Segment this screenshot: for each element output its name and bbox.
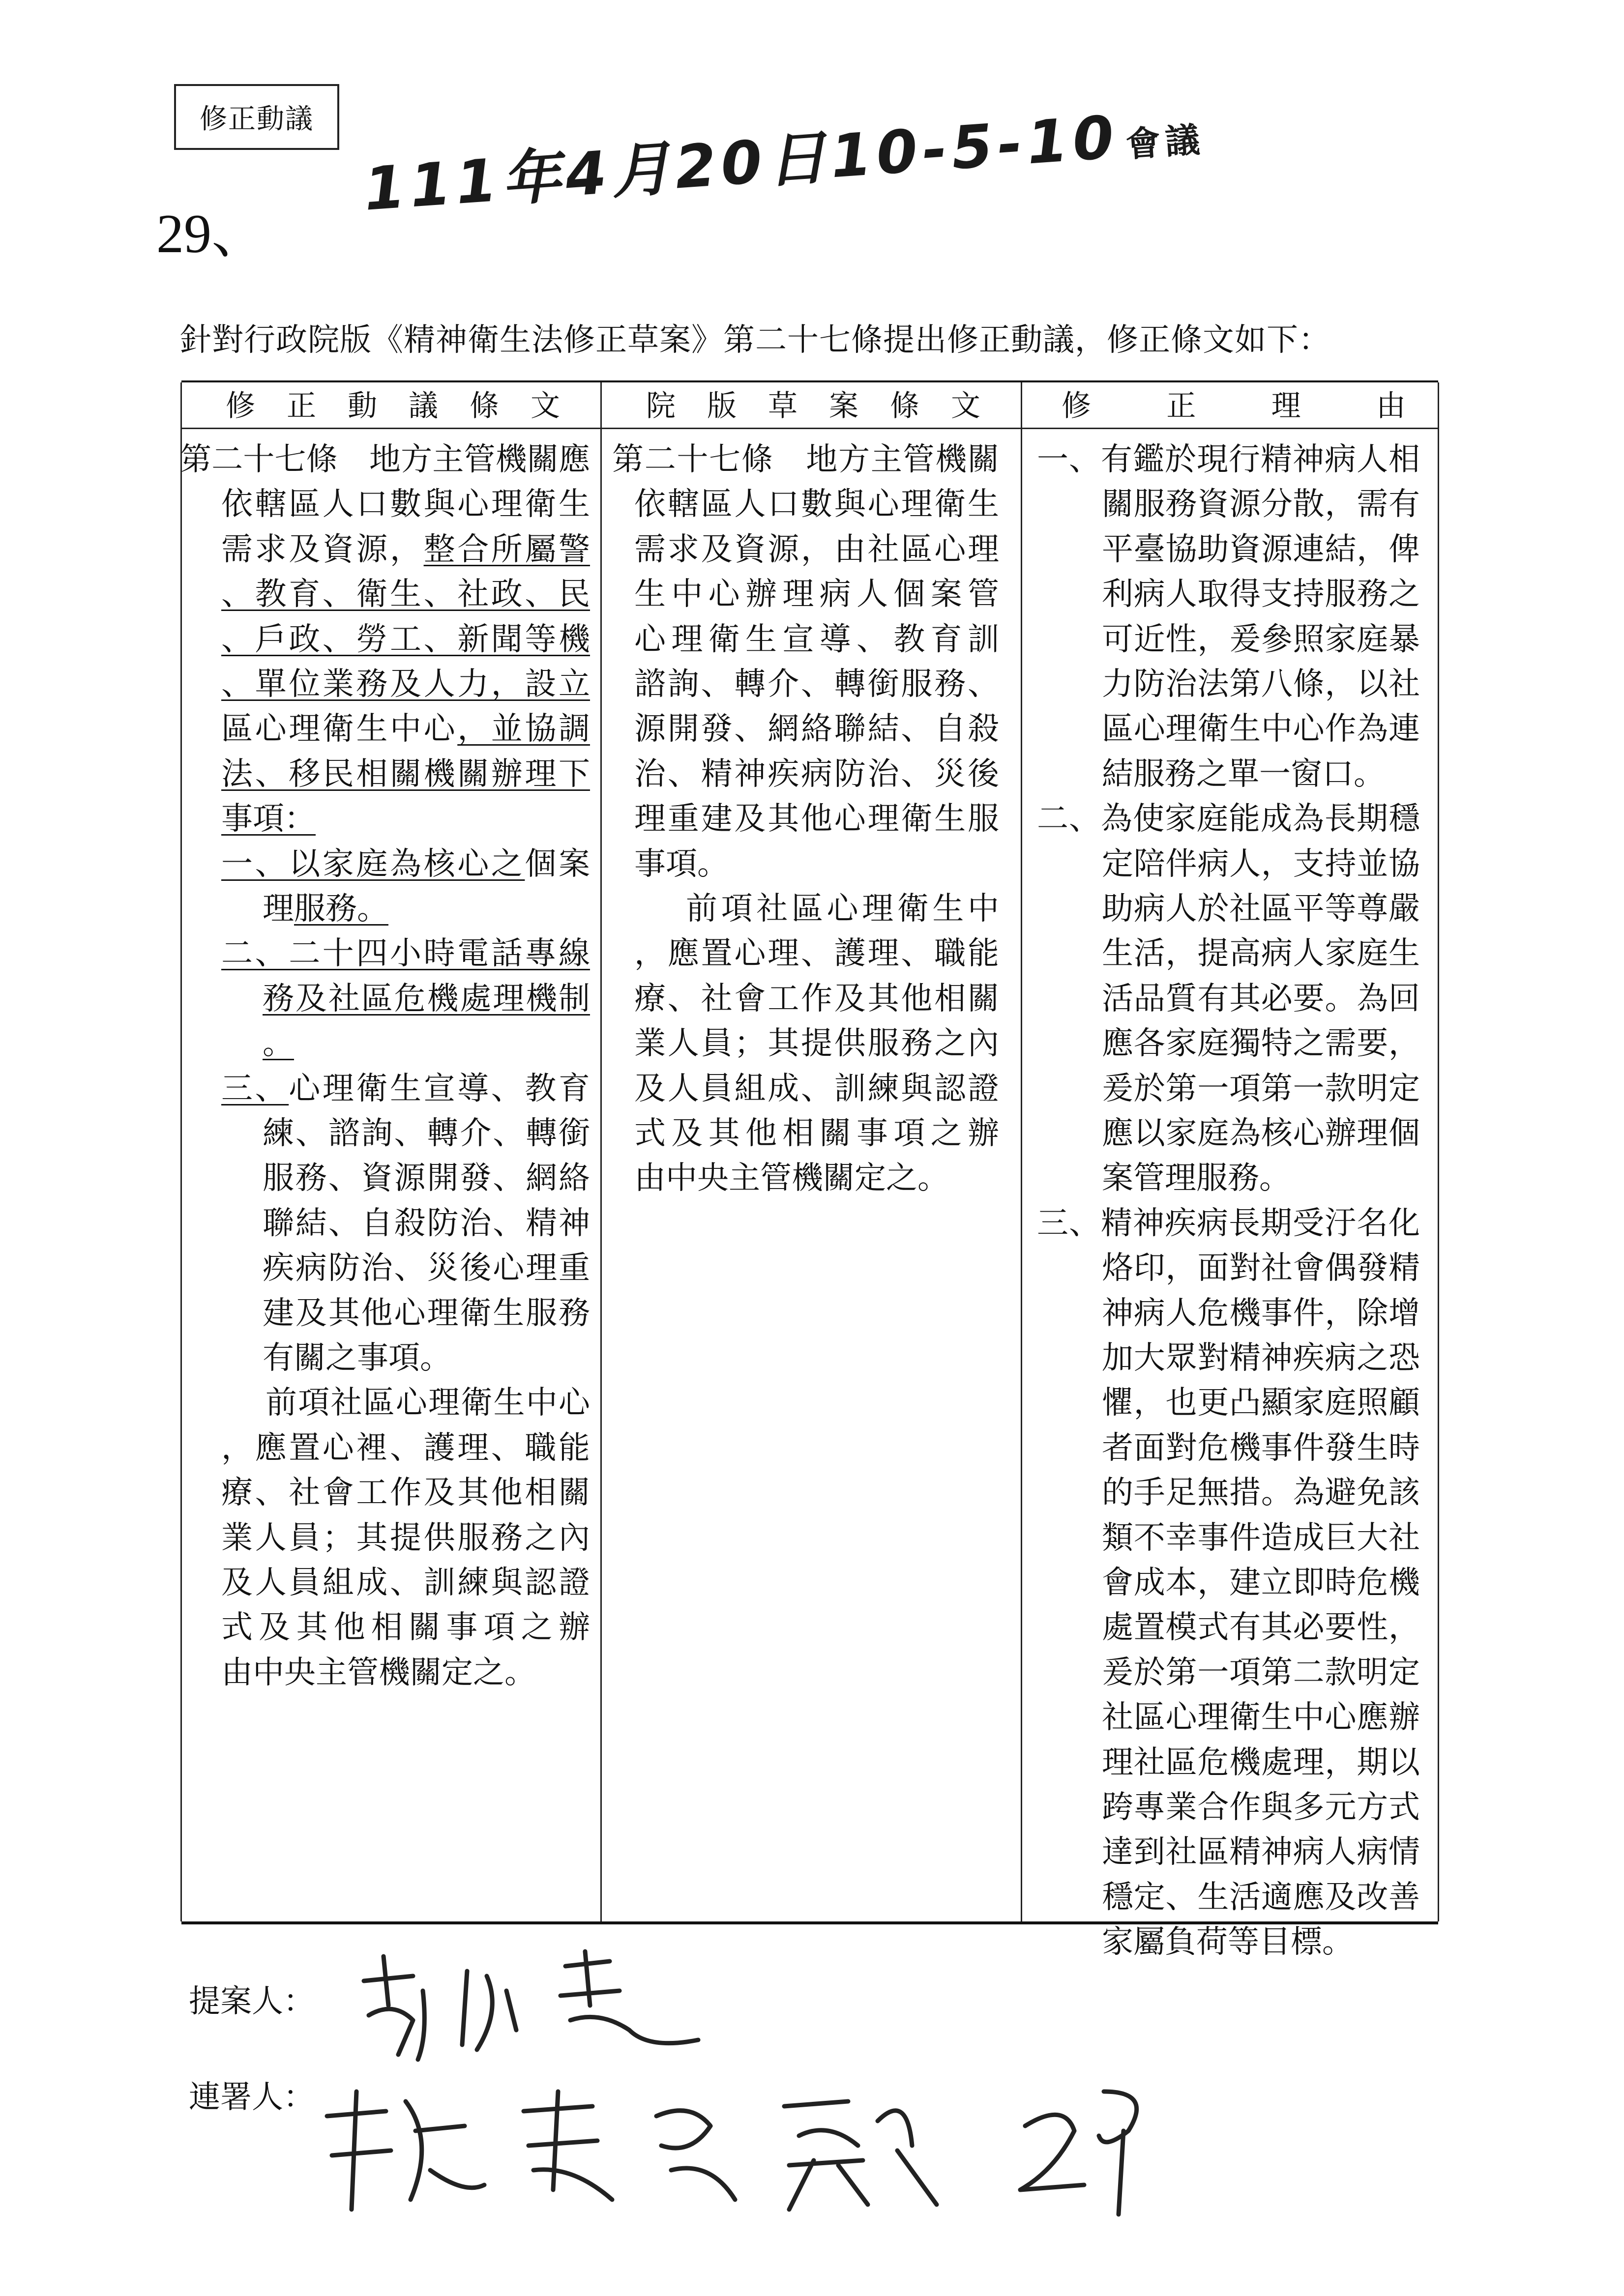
text-segment: 服務、資源開發、網絡 bbox=[263, 1160, 590, 1197]
text-segment: 區心理衛生中心 bbox=[221, 711, 458, 748]
text-segment: 心理衛生宣導、教育 bbox=[289, 1070, 590, 1107]
text-line: 治、精神疾病防治、災後 bbox=[634, 756, 999, 792]
text-line: 依轄區人口數與心理衛生 bbox=[634, 486, 999, 523]
amended-text: 、單位業務及人力，設立 bbox=[221, 666, 590, 702]
text-segment: 依轄區人口數與心理衛生 bbox=[221, 486, 590, 523]
text-line: 會成本，建立即時危機 bbox=[1102, 1565, 1420, 1601]
text-line bbox=[221, 1516, 590, 1561]
header-divider bbox=[181, 428, 1438, 429]
text-line bbox=[221, 1067, 590, 1111]
text-line: 力防治法第八條，以社 bbox=[1102, 666, 1420, 702]
text-segment: 療、社會工作及其他相關 bbox=[221, 1475, 590, 1511]
text-segment: 聯結、自殺防治、精神 bbox=[263, 1205, 590, 1242]
text-line bbox=[221, 572, 590, 617]
cosigner-label: 連署人： bbox=[189, 2079, 315, 2116]
text-line: 生中心辦理病人個案管 bbox=[634, 576, 999, 613]
text-segment: 業人員；其提供服務之內 bbox=[221, 1519, 590, 1556]
text-line: 理重建及其他心理衛生服 bbox=[634, 801, 999, 838]
text-line: 二、為使家庭能成為長期穩 bbox=[1037, 801, 1420, 838]
text-line: ，應置心理、護理、職能 bbox=[634, 935, 999, 972]
text-line: 一、有鑑於現行精神病人相 bbox=[1037, 441, 1420, 478]
handwritten-date-text: 111年4月20日10-5-10 bbox=[361, 103, 1121, 224]
text-line: 案管理服務。 bbox=[1102, 1160, 1291, 1197]
text-line: 穩定、生活適應及改善 bbox=[1102, 1879, 1420, 1916]
text-line: 懼，也更凸顯家庭照顧 bbox=[1102, 1385, 1420, 1422]
text-line: 事項。 bbox=[634, 845, 729, 882]
text-line: 烙印，面對社會偶發精 bbox=[1102, 1250, 1420, 1287]
amended-text: ，並協調 bbox=[457, 711, 590, 748]
text-line: 需求及資源，由社區心理 bbox=[634, 531, 999, 568]
amended-text: 服務。 bbox=[294, 891, 388, 927]
text-line: 平臺協助資源連結，俾 bbox=[1102, 531, 1420, 568]
text-segment: 及人員組成、訓練與認證 bbox=[221, 1565, 590, 1601]
text-line bbox=[263, 1111, 590, 1156]
text-line: 應各家庭獨特之需要， bbox=[1102, 1025, 1420, 1062]
text-line: 前項社區心理衛生中 bbox=[686, 891, 999, 927]
text-line bbox=[221, 527, 590, 572]
text-line: 社區心理衛生中心應辦 bbox=[1102, 1699, 1420, 1736]
text-line bbox=[221, 1426, 590, 1471]
text-line: 源開發、網絡聯結、自殺 bbox=[634, 711, 999, 748]
text-line: 由中央主管機關定之。 bbox=[634, 1160, 949, 1197]
text-line bbox=[221, 482, 590, 527]
amended-text: 事項： bbox=[221, 801, 316, 838]
text-line bbox=[221, 1651, 590, 1695]
text-line: 定陪伴病人，支持並協 bbox=[1102, 845, 1420, 882]
text-line: 者面對危機事件發生時 bbox=[1102, 1429, 1420, 1466]
amended-text: 一、以家庭為核心之 bbox=[221, 845, 525, 882]
text-line: 助病人於社區平等尊嚴 bbox=[1102, 891, 1420, 927]
intro-text: 針對行政院版《精神衛生法修正草案》第二十七條提出修正動議，修正條文如下： bbox=[180, 322, 1330, 358]
text-line: 可近性，爰參照家庭暴 bbox=[1102, 621, 1420, 658]
text-segment: 疾病防治、災後心理重 bbox=[263, 1250, 590, 1287]
text-line: 的手足無措。為避免該 bbox=[1102, 1475, 1420, 1511]
column-header-reason: 修正理由 bbox=[1062, 389, 1406, 423]
text-line bbox=[263, 1246, 590, 1291]
table-border-left bbox=[180, 382, 182, 1921]
text-line: 加大眾對精神疾病之恐 bbox=[1102, 1340, 1420, 1376]
text-segment: 建及其他心理衛生服務 bbox=[263, 1295, 590, 1332]
column-header-motion: 修正動議條文 bbox=[226, 389, 560, 423]
text-line bbox=[221, 797, 590, 842]
text-segment: 理 bbox=[263, 891, 294, 927]
amended-text: 。 bbox=[263, 1025, 294, 1062]
text-line bbox=[221, 1605, 590, 1650]
amended-text: 、教育、衛生、社政、民 bbox=[221, 576, 590, 613]
text-line: 區心理衛生中心作為連 bbox=[1102, 711, 1420, 748]
column-header-draft: 院版草案條文 bbox=[646, 389, 980, 423]
item-number: 29、 bbox=[156, 203, 266, 264]
text-line bbox=[263, 1021, 590, 1066]
amended-text: 、戶政、勞工、新聞等機 bbox=[221, 621, 590, 658]
text-line bbox=[221, 1561, 590, 1605]
text-line bbox=[263, 1336, 590, 1381]
cosigner-signatures bbox=[317, 2072, 1153, 2219]
proposer-label: 提案人： bbox=[189, 1983, 315, 2020]
text-line: 療、社會工作及其他相關 bbox=[634, 980, 999, 1017]
proposer-signature bbox=[354, 1947, 708, 2064]
text-line bbox=[263, 1291, 590, 1336]
text-line bbox=[221, 931, 590, 976]
text-line bbox=[221, 842, 590, 887]
table-border-right bbox=[1438, 382, 1439, 1921]
text-line bbox=[221, 1471, 590, 1515]
amended-text: 三、 bbox=[221, 1070, 289, 1107]
amended-text: 務及社區危機處理機制 bbox=[263, 980, 590, 1017]
text-segment: 式及其他相關事項之辦 bbox=[221, 1609, 590, 1646]
amended-text: 法、移民相關機關辦理下 bbox=[221, 756, 590, 792]
text-line: 式及其他相關事項之辦 bbox=[634, 1115, 999, 1152]
text-line bbox=[221, 707, 590, 752]
text-line: 及人員組成、訓練與認證 bbox=[634, 1070, 999, 1107]
text-line: 心理衛生宣導、教育訓 bbox=[634, 621, 999, 658]
text-line bbox=[263, 977, 590, 1021]
text-line bbox=[221, 617, 590, 662]
text-segment: 前項社區心理衛生中心 bbox=[266, 1385, 590, 1422]
text-line bbox=[263, 1156, 590, 1201]
column-divider bbox=[600, 382, 602, 1921]
text-segment: 有關之事項。 bbox=[263, 1340, 451, 1376]
text-line: 三、精神疾病長期受汙名化 bbox=[1037, 1205, 1420, 1242]
text-line bbox=[263, 887, 590, 931]
text-segment: 個案 bbox=[525, 845, 590, 882]
text-line: 諮詢、轉介、轉銜服務、 bbox=[634, 666, 999, 702]
text-line bbox=[266, 1381, 590, 1425]
text-line: 跨專業合作與多元方式 bbox=[1102, 1789, 1420, 1826]
text-line: 類不幸事件造成巨大社 bbox=[1102, 1519, 1420, 1556]
text-line: 生活，提高病人家庭生 bbox=[1102, 935, 1420, 972]
text-line: 神病人危機事件，除增 bbox=[1102, 1295, 1420, 1332]
text-line: 第二十七條 地方主管機關 bbox=[612, 441, 999, 478]
text-line bbox=[180, 437, 590, 482]
text-line: 業人員；其提供服務之內 bbox=[634, 1025, 999, 1062]
text-segment: 由中央主管機關定之。 bbox=[221, 1654, 536, 1691]
column-divider bbox=[1021, 382, 1022, 1921]
amended-text: 二、二十四小時電話專線 bbox=[221, 935, 590, 972]
text-line bbox=[263, 1201, 590, 1246]
text-line: 理社區危機處理，期以 bbox=[1102, 1744, 1420, 1781]
text-line bbox=[221, 752, 590, 797]
text-segment: 練、諮詢、轉介、轉銜 bbox=[263, 1115, 590, 1152]
text-line: 爰於第一項第一款明定 bbox=[1102, 1070, 1420, 1107]
meeting-label: 會議 bbox=[1124, 119, 1206, 165]
document-type-label: 修正動議 bbox=[200, 103, 314, 135]
text-line: 家屬負荷等目標。 bbox=[1102, 1924, 1354, 1961]
amended-text: 整合所屬警 bbox=[423, 531, 590, 568]
text-line: 爰於第一項第二款明定 bbox=[1102, 1654, 1420, 1691]
text-line: 活品質有其必要。為回 bbox=[1102, 980, 1420, 1017]
text-line: 處置模式有其必要性， bbox=[1102, 1609, 1420, 1646]
text-segment: 第二十七條 地方主管機關應 bbox=[180, 441, 590, 478]
handwritten-date bbox=[361, 84, 1207, 227]
text-segment: ，應置心裡、護理、職能 bbox=[221, 1429, 590, 1466]
text-line: 結服務之單一窗口。 bbox=[1102, 756, 1385, 792]
text-segment: 需求及資源， bbox=[221, 531, 424, 568]
text-line bbox=[221, 662, 590, 707]
document-type-tag bbox=[174, 84, 339, 150]
text-line: 利病人取得支持服務之 bbox=[1102, 576, 1420, 613]
text-line: 關服務資源分散，需有 bbox=[1102, 486, 1420, 523]
text-line: 應以家庭為核心辦理個 bbox=[1102, 1115, 1420, 1152]
text-line: 達到社區精神病人病情 bbox=[1102, 1834, 1420, 1871]
